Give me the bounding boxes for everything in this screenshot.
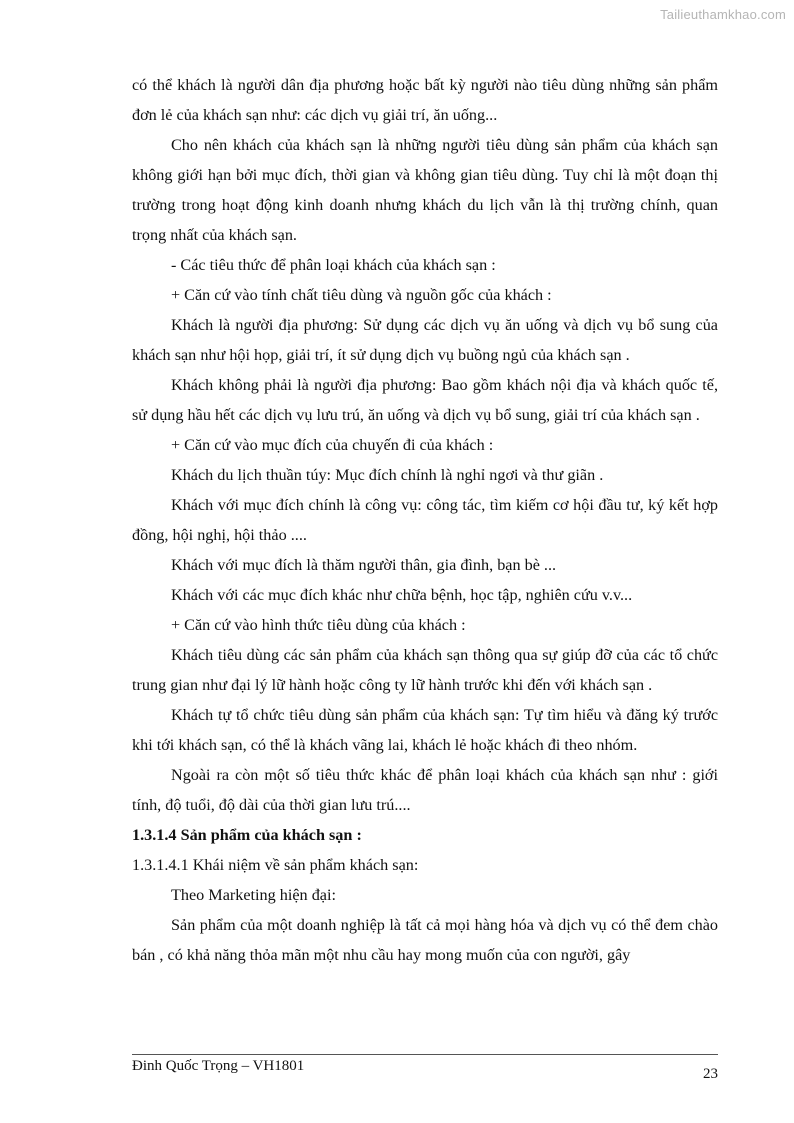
list-heading: - Các tiêu thức để phân loại khách của khách sạn : bbox=[171, 256, 496, 274]
body-paragraph: Khách là người địa phương: Sử dụng các dịch vụ ăn uống và dịch vụ bổ sung của khách sạn như hội họp, giải trí, ít sử dụng dịch vụ buồng ngủ của khách sạn . bbox=[132, 316, 718, 364]
document-body bbox=[132, 70, 718, 970]
body-paragraph: Cho nên khách của khách sạn là những người tiêu dùng sản phẩm của khách sạn không giới hạn bởi mục đích, thời gian và không gian tiêu dùng. Tuy chỉ là một đoạn thị trường trong hoạt động kinh doanh nhưng khách du lịch vẫn là thị trường chính, quan trọng nhất của khách sạn. bbox=[132, 136, 718, 244]
page-number: 23 bbox=[703, 1066, 718, 1082]
body-paragraph: có thể khách là người dân địa phương hoặc bất kỳ người nào tiêu dùng những sản phẩm đơn lẻ của khách sạn như: các dịch vụ giải trí, ăn uống... bbox=[132, 76, 718, 124]
body-paragraph: Khách du lịch thuần túy: Mục đích chính là nghỉ ngơi và thư giãn . bbox=[171, 466, 604, 484]
criterion-heading: + Căn cứ vào hình thức tiêu dùng của khách : bbox=[171, 616, 466, 634]
body-paragraph: Khách với các mục đích khác như chữa bệnh, học tập, nghiên cứu v.v... bbox=[171, 586, 633, 604]
body-paragraph: Sản phẩm của một doanh nghiệp là tất cả mọi hàng hóa và dịch vụ có thể đem chào bán , có khả năng thỏa mãn một nhu cầu hay mong muốn của con người, gây bbox=[132, 916, 718, 964]
subsection-heading: 1.3.1.4.1 Khái niệm về sản phẩm khách sạn: bbox=[132, 856, 419, 874]
criterion-heading: + Căn cứ vào tính chất tiêu dùng và nguồn gốc của khách : bbox=[171, 286, 552, 304]
body-paragraph: Khách tự tổ chức tiêu dùng sản phẩm của khách sạn: Tự tìm hiểu và đăng ký trước khi tới khách sạn, có thể là khách vãng lai, khách lẻ hoặc khách đi theo nhóm. bbox=[132, 706, 718, 754]
body-paragraph: Khách với mục đích là thăm người thân, gia đình, bạn bè ... bbox=[171, 556, 557, 574]
footer-author: Đinh Quốc Trọng – VH1801 bbox=[132, 1058, 305, 1074]
watermark: Tailieuthamkhao.com bbox=[660, 7, 786, 22]
body-paragraph: Khách với mục đích chính là công vụ: công tác, tìm kiếm cơ hội đầu tư, ký kết hợp đồng, hội nghị, hội thảo .... bbox=[132, 496, 718, 544]
body-paragraph: Theo Marketing hiện đại: bbox=[171, 886, 336, 904]
criterion-heading: + Căn cứ vào mục đích của chuyến đi của khách : bbox=[171, 436, 494, 454]
body-paragraph: Ngoài ra còn một số tiêu thức khác để phân loại khách của khách sạn như : giới tính, độ tuổi, độ dài của thời gian lưu trú.... bbox=[132, 766, 718, 814]
footer-divider bbox=[132, 1054, 718, 1055]
section-heading: 1.3.1.4 Sản phẩm của khách sạn : bbox=[132, 826, 362, 844]
body-paragraph: Khách tiêu dùng các sản phẩm của khách sạn thông qua sự giúp đỡ của các tổ chức trung gian như đại lý lữ hành hoặc công ty lữ hành trước khi đến với khách sạn . bbox=[132, 646, 718, 694]
body-paragraph: Khách không phải là người địa phương: Bao gồm khách nội địa và khách quốc tế, sử dụng hầu hết các dịch vụ lưu trú, ăn uống và dịch vụ bổ sung, giải trí của khách sạn . bbox=[132, 376, 718, 424]
